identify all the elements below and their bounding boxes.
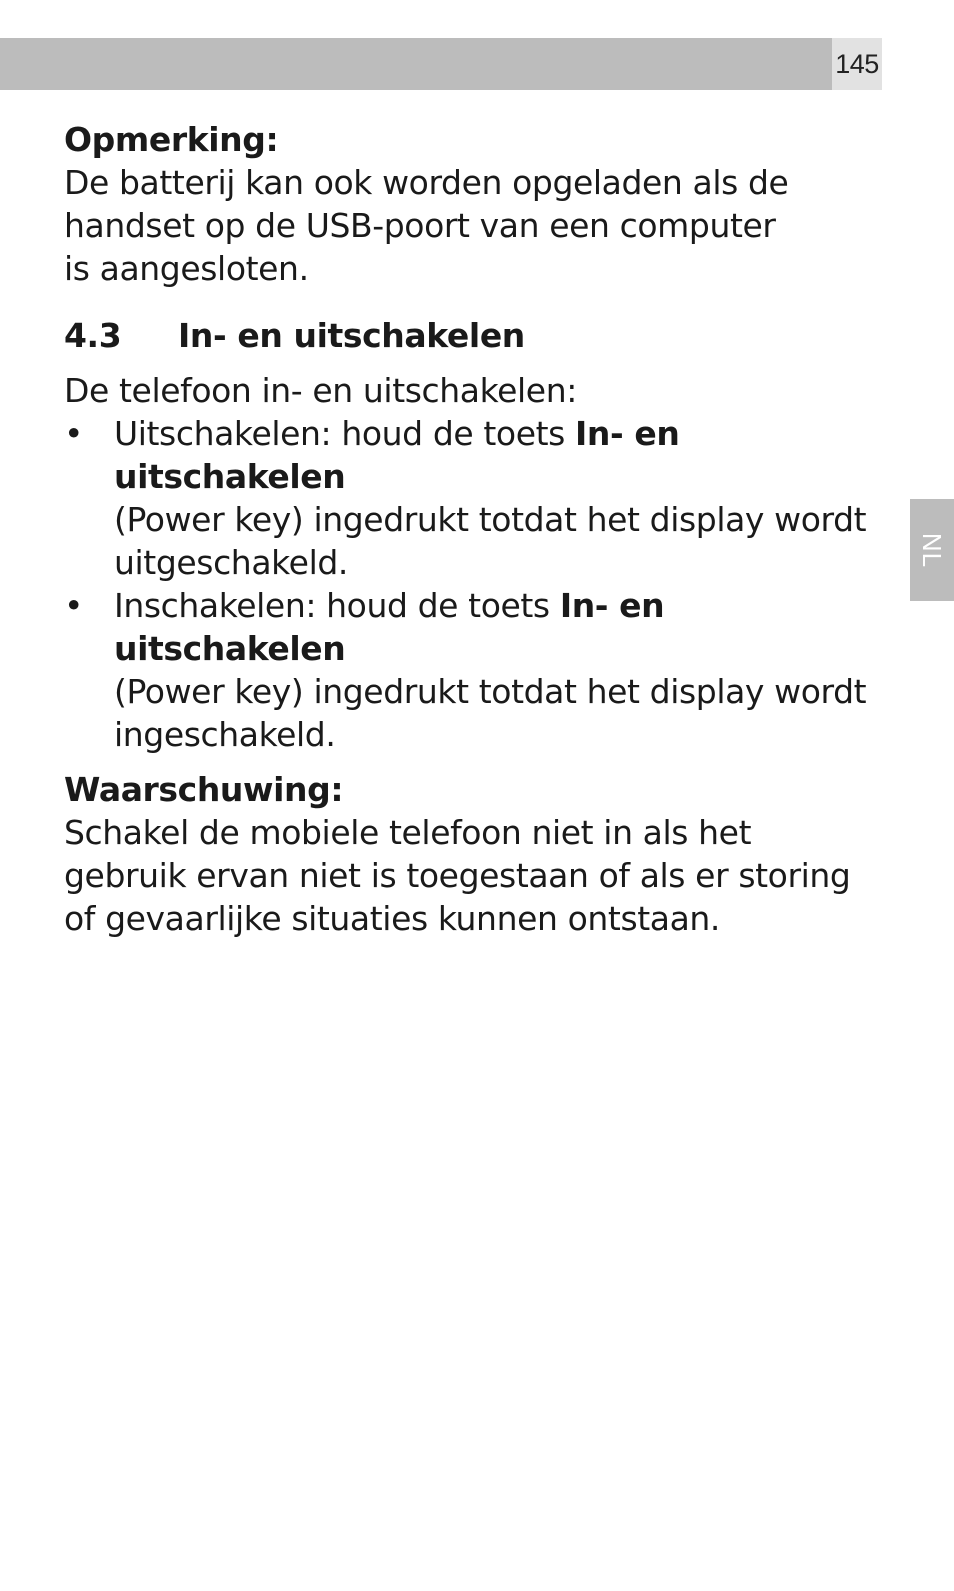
warning-line: of gevaarlijke situaties kunnen ontstaan.: [64, 899, 721, 938]
note-block: [64, 118, 894, 290]
bullet-text: ingeschakeld.: [114, 715, 336, 754]
bullet-text: (Power key) ingedrukt totdat het display wordt: [114, 672, 867, 711]
language-tab: [910, 499, 954, 601]
section-number: 4.3: [64, 316, 122, 355]
warning-line: gebruik ervan niet is toegestaan of als er storing: [64, 856, 851, 895]
bullet-key-name: In- en uitschakelen: [114, 586, 665, 668]
page-content: [64, 118, 894, 940]
bullet-text: Uitschakelen: houd de toets: [114, 414, 576, 453]
bullet-text: (Power key) ingedrukt totdat het display wordt: [114, 500, 867, 539]
note-line: De batterij kan ook worden opgeladen als de: [64, 163, 789, 202]
page-number: 145: [832, 38, 882, 90]
section-intro: De telefoon in- en uitschakelen:: [64, 371, 577, 410]
note-line: handset op de USB-poort van een computer: [64, 206, 776, 245]
bullet-text: uitgeschakeld.: [114, 543, 348, 582]
bullet-key-name: In- en uitschakelen: [114, 414, 680, 496]
bullet-text: Inschakelen: houd de toets: [114, 586, 560, 625]
section-title: In- en uitschakelen: [178, 316, 525, 355]
warning-title: Waarschuwing:: [64, 770, 344, 809]
section-heading: [64, 314, 894, 357]
warning-block: [64, 768, 894, 940]
bullet-icon: •: [64, 586, 84, 625]
note-line: is aangesloten.: [64, 249, 309, 288]
header-bar: [0, 38, 832, 90]
list-item: [64, 584, 894, 756]
bullet-icon: •: [64, 414, 84, 453]
warning-line: Schakel de mobiele telefoon niet in als het: [64, 813, 752, 852]
note-title: Opmerking:: [64, 120, 279, 159]
language-tab-label: NL: [917, 532, 948, 568]
list-item: [64, 412, 894, 584]
bullet-list: [64, 412, 894, 756]
